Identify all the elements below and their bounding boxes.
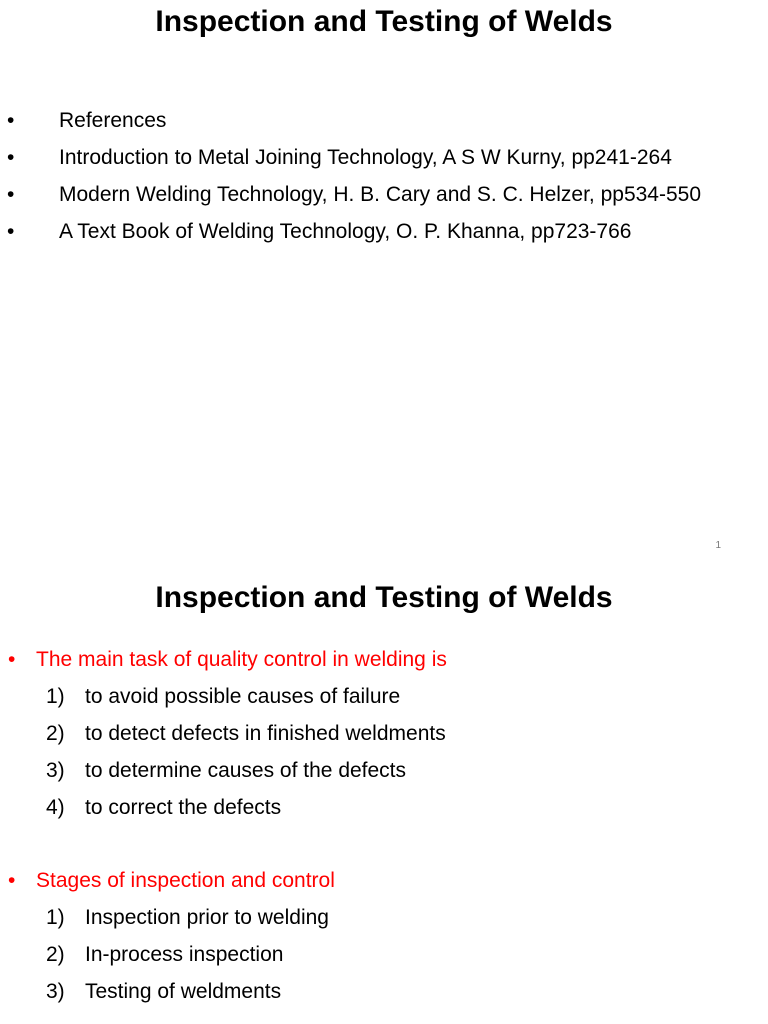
bullet-icon: • — [7, 146, 15, 169]
quality-control-tasks-section — [0, 641, 768, 826]
reference-text: A Text Book of Welding Technology, O. P. Khanna, pp723-766 — [59, 220, 632, 243]
item-text: Testing of weldments — [85, 980, 282, 1003]
list-item — [0, 752, 768, 789]
slide-2-title: Inspection and Testing of Welds — [155, 581, 613, 614]
item-number: 2) — [46, 722, 65, 745]
item-text: to determine causes of the defects — [85, 759, 407, 782]
section-heading — [0, 862, 768, 899]
list-item — [0, 899, 768, 936]
slide-1-title: Inspection and Testing of Welds — [155, 5, 613, 38]
reference-text: Introduction to Metal Joining Technology, A S W Kurny, pp241-264 — [59, 146, 672, 169]
item-text: In-process inspection — [85, 943, 284, 966]
item-text: to detect defects in finished weldments — [85, 722, 446, 745]
reference-text: Modern Welding Technology, H. B. Cary and S. C. Helzer, pp534-550 — [59, 183, 702, 206]
bullet-icon: • — [7, 183, 15, 206]
item-text: Inspection prior to welding — [85, 906, 329, 929]
item-number: 1) — [46, 906, 65, 929]
section-heading — [0, 641, 768, 678]
slide-2 — [0, 565, 768, 1024]
item-text: to correct the defects — [85, 796, 282, 819]
bullet-icon: • — [8, 648, 16, 671]
item-number: 1) — [46, 685, 65, 708]
references-heading: References — [59, 109, 167, 132]
item-number: 4) — [46, 796, 65, 819]
bullet-icon: • — [7, 220, 15, 243]
list-item — [0, 715, 768, 752]
page-number: 1 — [715, 540, 721, 551]
list-item — [0, 973, 768, 1010]
item-text: to avoid possible causes of failure — [85, 685, 401, 708]
bullet-icon: • — [8, 869, 16, 892]
item-number: 2) — [46, 943, 65, 966]
section-heading-text: The main task of quality control in welding is — [36, 648, 447, 671]
list-item — [0, 789, 768, 826]
section-heading-text: Stages of inspection and control — [36, 869, 335, 892]
list-item — [0, 678, 768, 715]
item-number: 3) — [46, 759, 65, 782]
list-item — [0, 936, 768, 973]
item-number: 3) — [46, 980, 65, 1003]
bullet-icon: • — [7, 109, 15, 132]
inspection-stages-section — [0, 862, 768, 1010]
